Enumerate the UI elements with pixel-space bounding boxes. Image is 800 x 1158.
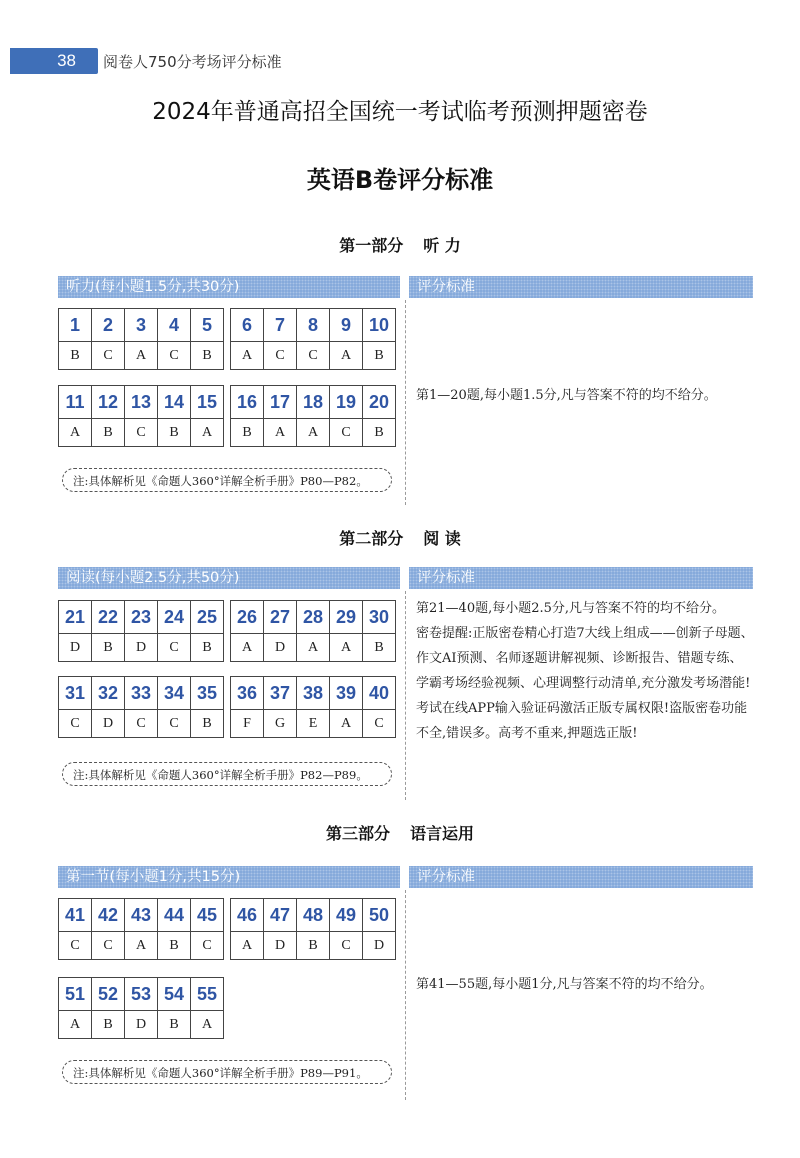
- q-answer: B: [92, 634, 125, 662]
- answer-table-31-35: [58, 676, 224, 738]
- q-num: 4: [158, 309, 191, 342]
- q-answer: C: [158, 710, 191, 738]
- q-answer: C: [297, 342, 330, 370]
- q-num: 27: [264, 601, 297, 634]
- q-answer: D: [264, 932, 297, 960]
- q-answer: C: [158, 634, 191, 662]
- q-answer: A: [330, 634, 363, 662]
- q-num: 3: [125, 309, 158, 342]
- q-num: 33: [125, 677, 158, 710]
- q-num: 38: [297, 677, 330, 710]
- q-num: 17: [264, 386, 297, 419]
- q-num: 21: [59, 601, 92, 634]
- q-answer: A: [231, 634, 264, 662]
- q-answer: B: [59, 342, 92, 370]
- q-answer: A: [264, 419, 297, 447]
- q-num: 37: [264, 677, 297, 710]
- q-num: 15: [191, 386, 224, 419]
- q-num: 22: [92, 601, 125, 634]
- part-2-note: 注:具体解析见《命题人360°详解全析手册》P82—P89。: [62, 762, 392, 786]
- answer-table-21-25: [58, 600, 224, 662]
- q-num: 23: [125, 601, 158, 634]
- q-num: 49: [330, 899, 363, 932]
- part-3-standard: [416, 972, 754, 997]
- answer-table-16-20: [230, 385, 396, 447]
- q-num: 5: [191, 309, 224, 342]
- q-answer: B: [191, 634, 224, 662]
- q-answer: A: [297, 634, 330, 662]
- part-3-standard-text: 第41—55题,每小题1分,凡与答案不符的均不给分。: [416, 977, 713, 992]
- q-answer: B: [231, 419, 264, 447]
- q-num: 44: [158, 899, 191, 932]
- q-answer: C: [330, 932, 363, 960]
- q-answer: C: [330, 419, 363, 447]
- q-num: 53: [125, 978, 158, 1011]
- q-answer: A: [330, 342, 363, 370]
- q-num: 52: [92, 978, 125, 1011]
- q-answer: D: [59, 634, 92, 662]
- q-answer: G: [264, 710, 297, 738]
- part-2-standard: [416, 596, 754, 746]
- part-2-name: 阅 读: [423, 529, 461, 548]
- q-num: 46: [231, 899, 264, 932]
- q-num: 14: [158, 386, 191, 419]
- part-1-heading: [0, 233, 800, 256]
- q-num: 12: [92, 386, 125, 419]
- answer-table-11-15: [58, 385, 224, 447]
- part-2-reminder: 密卷提醒:正版密卷精心打造7大线上组成——创新子母题、作文AI预测、名师逐题讲解视频、诊断报告、错题专练、学霸考场经验视频、心理调整行动清单,充分激发考场潜能!考试在线APP输入验证码激活正版专属权限!盗版密卷功能不全,错误多。高考不重来,押题选正版!: [416, 626, 754, 741]
- q-answer: D: [125, 634, 158, 662]
- answer-table-36-40: [230, 676, 396, 738]
- q-answer: B: [158, 1011, 191, 1039]
- q-answer: B: [92, 1011, 125, 1039]
- q-answer: E: [297, 710, 330, 738]
- q-num: 11: [59, 386, 92, 419]
- q-answer: A: [231, 932, 264, 960]
- q-answer: A: [125, 932, 158, 960]
- q-num: 8: [297, 309, 330, 342]
- part-3-note: 注:具体解析见《命题人360°详解全析手册》P89—P91。: [62, 1060, 392, 1084]
- answer-table-1-5: [58, 308, 224, 370]
- q-num: 9: [330, 309, 363, 342]
- q-answer: A: [191, 419, 224, 447]
- q-answer: B: [158, 419, 191, 447]
- part-1-label: 第一部分: [339, 236, 404, 255]
- q-answer: B: [158, 932, 191, 960]
- q-answer: B: [92, 419, 125, 447]
- q-num: 32: [92, 677, 125, 710]
- q-answer: D: [125, 1011, 158, 1039]
- q-answer: C: [125, 710, 158, 738]
- answer-table-41-45: [58, 898, 224, 960]
- part-3-divider: [405, 890, 406, 1100]
- q-answer: B: [297, 932, 330, 960]
- q-answer: F: [231, 710, 264, 738]
- q-num: 48: [297, 899, 330, 932]
- q-num: 2: [92, 309, 125, 342]
- q-answer: C: [158, 342, 191, 370]
- q-num: 50: [363, 899, 396, 932]
- q-answer: A: [330, 710, 363, 738]
- part-3-label: 第三部分: [325, 824, 390, 843]
- part-1-standard-text: 第1—20题,每小题1.5分,凡与答案不符的均不给分。: [416, 388, 717, 403]
- answer-table-26-30: [230, 600, 396, 662]
- part-1-standard: [416, 383, 754, 408]
- q-num: 10: [363, 309, 396, 342]
- q-answer: B: [363, 342, 396, 370]
- q-num: 16: [231, 386, 264, 419]
- q-answer: A: [125, 342, 158, 370]
- q-answer: D: [264, 634, 297, 662]
- part-1-band-answers: 听力(每小题1.5分,共30分): [58, 276, 400, 298]
- q-num: 19: [330, 386, 363, 419]
- q-num: 54: [158, 978, 191, 1011]
- page-number-tab: [10, 48, 98, 74]
- part-3-band-answers: 第一节(每小题1分,共15分): [58, 866, 400, 888]
- q-num: 43: [125, 899, 158, 932]
- q-num: 36: [231, 677, 264, 710]
- q-num: 13: [125, 386, 158, 419]
- part-2-band-answers: 阅读(每小题2.5分,共50分): [58, 567, 400, 589]
- q-num: 29: [330, 601, 363, 634]
- part-3-name: 语言运用: [410, 824, 475, 843]
- part-3-heading: [0, 821, 800, 844]
- q-num: 31: [59, 677, 92, 710]
- q-num: 41: [59, 899, 92, 932]
- q-num: 20: [363, 386, 396, 419]
- q-num: 34: [158, 677, 191, 710]
- answer-table-46-50: [230, 898, 396, 960]
- q-answer: A: [297, 419, 330, 447]
- answer-table-51-55: [58, 977, 224, 1039]
- q-answer: D: [363, 932, 396, 960]
- doc-title: 2024年普通高招全国统一考试临考预测押题密卷: [152, 99, 648, 125]
- q-answer: C: [92, 932, 125, 960]
- q-num: 51: [59, 978, 92, 1011]
- part-2-band-standard: 评分标准: [409, 567, 753, 589]
- doc-subtitle: 英语B卷评分标准: [306, 166, 494, 194]
- part-2-divider: [405, 591, 406, 800]
- q-num: 26: [231, 601, 264, 634]
- q-answer: C: [191, 932, 224, 960]
- part-1-divider: [405, 300, 406, 505]
- page-number: 38: [57, 51, 76, 70]
- part-3-band-standard: 评分标准: [409, 866, 753, 888]
- q-num: 25: [191, 601, 224, 634]
- q-num: 24: [158, 601, 191, 634]
- part-1-note: 注:具体解析见《命题人360°详解全析手册》P80—P82。: [62, 468, 392, 492]
- q-answer: A: [59, 419, 92, 447]
- q-num: 39: [330, 677, 363, 710]
- q-num: 18: [297, 386, 330, 419]
- q-num: 55: [191, 978, 224, 1011]
- q-answer: C: [363, 710, 396, 738]
- q-answer: C: [92, 342, 125, 370]
- q-num: 7: [264, 309, 297, 342]
- q-num: 42: [92, 899, 125, 932]
- q-num: 35: [191, 677, 224, 710]
- part-1-band-standard: 评分标准: [409, 276, 753, 298]
- q-answer: B: [191, 710, 224, 738]
- q-num: 30: [363, 601, 396, 634]
- q-answer: C: [264, 342, 297, 370]
- q-answer: C: [59, 710, 92, 738]
- part-2-standard-text: 第21—40题,每小题2.5分,凡与答案不符的均不给分。: [416, 601, 726, 616]
- q-answer: C: [125, 419, 158, 447]
- q-num: 45: [191, 899, 224, 932]
- answer-table-6-10: [230, 308, 396, 370]
- q-answer: D: [92, 710, 125, 738]
- part-2-label: 第二部分: [339, 529, 404, 548]
- q-answer: B: [191, 342, 224, 370]
- q-answer: C: [59, 932, 92, 960]
- q-answer: B: [363, 634, 396, 662]
- running-header: 阅卷人750分考场评分标准: [103, 53, 282, 71]
- q-answer: A: [231, 342, 264, 370]
- part-2-heading: [0, 526, 800, 549]
- q-answer: A: [191, 1011, 224, 1039]
- q-num: 1: [59, 309, 92, 342]
- q-num: 28: [297, 601, 330, 634]
- q-num: 47: [264, 899, 297, 932]
- part-1-name: 听 力: [423, 236, 461, 255]
- q-answer: A: [59, 1011, 92, 1039]
- q-num: 6: [231, 309, 264, 342]
- q-answer: B: [363, 419, 396, 447]
- q-num: 40: [363, 677, 396, 710]
